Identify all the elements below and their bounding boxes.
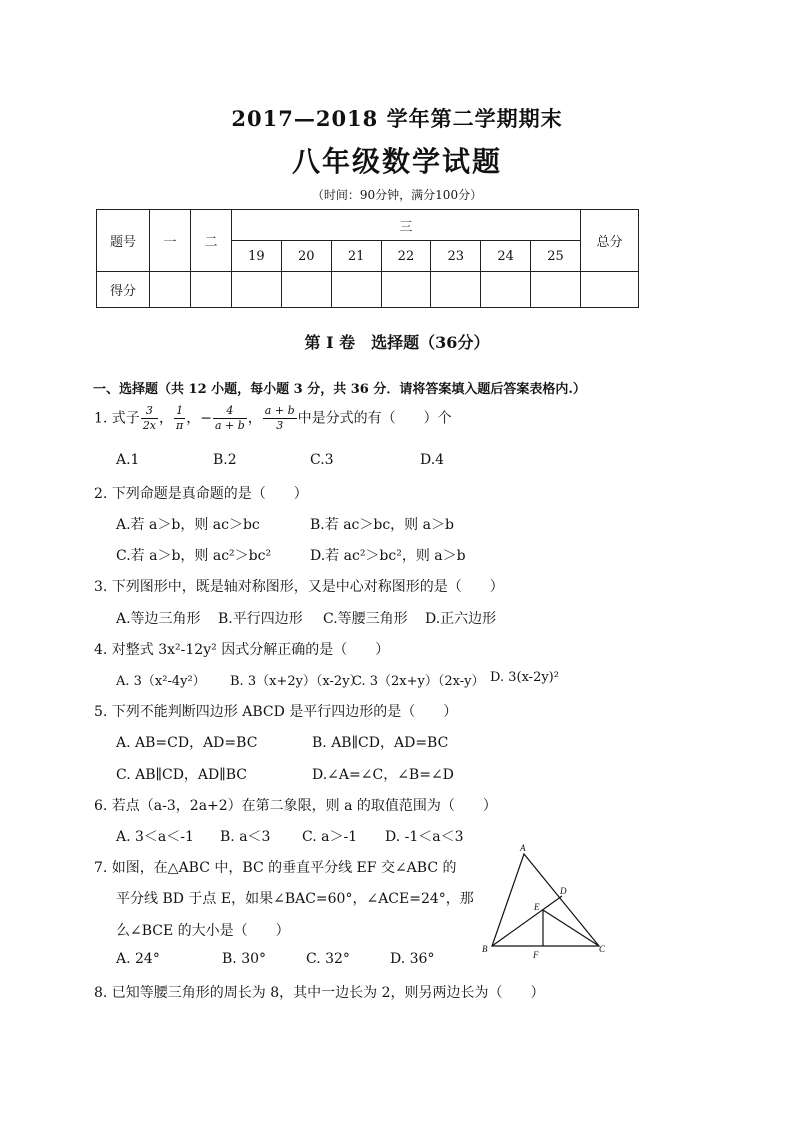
q6-option-c: C. a＞-1	[302, 829, 358, 845]
label-f: F	[533, 950, 539, 960]
question-7-line3: 么∠BCE 的大小是（ ）	[116, 923, 290, 939]
sub-col-19: 19	[232, 241, 282, 272]
q1-option-b: B.2	[213, 452, 237, 468]
q6-option-a: A. 3＜a＜-1	[116, 829, 194, 845]
col-section-two: 二	[191, 210, 232, 272]
col-total: 总分	[581, 210, 639, 272]
col-section-three: 三	[232, 210, 581, 241]
fraction-numerator: 3	[141, 404, 158, 419]
sub-col-22: 22	[381, 241, 431, 272]
q1-option-c: C.3	[310, 452, 334, 468]
question-2-stem: 2. 下列命题是真命题的是（ ）	[94, 486, 308, 502]
col-section-one: 一	[150, 210, 191, 272]
label-d: D	[560, 886, 567, 896]
score-cell-24[interactable]	[481, 272, 531, 308]
q4-option-d: D. 3(x-2y)²	[490, 670, 559, 685]
exam-title-line2: 八年级数学试题	[291, 145, 502, 178]
q3-option-c: C.等腰三角形	[323, 611, 408, 627]
q2-option-a: A.若 a＞b，则 ac＞bc	[116, 517, 260, 533]
sub-col-24: 24	[481, 241, 531, 272]
q1-fraction-1	[141, 404, 158, 433]
score-cell-22[interactable]	[381, 272, 431, 308]
q4-option-a: A. 3（x²-4y²）	[116, 674, 206, 689]
score-cell-25[interactable]	[531, 272, 581, 308]
fraction-denominator: 3	[276, 419, 284, 432]
label-b: B	[482, 944, 488, 954]
q1-fraction-3	[213, 404, 247, 433]
score-cell-20[interactable]	[281, 272, 331, 308]
fraction-denominator: π	[176, 419, 184, 432]
score-cell-23[interactable]	[431, 272, 481, 308]
fraction-numerator: 4	[213, 404, 247, 419]
exam-title-line1: 2017—2018 学年第二学期期末	[231, 106, 563, 131]
question-3-stem: 3. 下列图形中，既是轴对称图形，又是中心对称图形的是（ ）	[94, 579, 504, 595]
bisector-bd	[492, 896, 562, 946]
question-4-stem: 4. 对整式 3x²-12y² 因式分解正确的是（ ）	[94, 642, 390, 658]
sub-col-25: 25	[531, 241, 581, 272]
question-6-stem: 6. 若点（a-3，2a+2）在第二象限，则 a 的取值范围为（ ）	[94, 798, 497, 814]
label-score: 得分	[97, 272, 150, 308]
q4-option-c: C. 3（2x+y）（2x-y）	[352, 674, 485, 689]
score-cell-two[interactable]	[191, 272, 232, 308]
q1-fraction-2	[174, 404, 185, 433]
q1-option-d: D.4	[420, 452, 445, 468]
q6-option-b: B. a＜3	[220, 829, 271, 845]
triangle-abc	[492, 854, 599, 946]
question-7-line1: 7. 如图，在△ABC 中，BC 的垂直平分线 EF 交∠ABC 的	[94, 860, 457, 876]
score-cell-one[interactable]	[150, 272, 191, 308]
q3-option-d: D.正六边形	[425, 611, 497, 627]
fraction-denominator: a + b	[214, 419, 245, 432]
exam-subtitle: （时间：90分钟，满分100分）	[311, 188, 483, 202]
q1-sep-1: ，	[159, 410, 174, 427]
score-cell-total[interactable]	[581, 272, 639, 308]
q2-option-c: C.若 a＞b，则 ac²＞bc²	[116, 548, 272, 564]
score-cell-19[interactable]	[232, 272, 282, 308]
q1-option-a: A.1	[116, 452, 140, 468]
question-5-stem: 5. 下列不能判断四边形 ABCD 是平行四边形的是（ ）	[94, 704, 458, 720]
q5-option-c: C. AB∥CD，AD∥BC	[116, 767, 247, 783]
triangle-figure	[478, 840, 613, 965]
q5-option-d: D.∠A=∠C，∠B=∠D	[312, 767, 454, 783]
volume-title: 第 I 卷 选择题（36分）	[304, 333, 490, 352]
q3-option-b: B.平行四边形	[218, 611, 303, 627]
sub-col-20: 20	[281, 241, 331, 272]
fraction-numerator: a + b	[264, 404, 295, 417]
label-c: C	[599, 944, 606, 954]
q7-option-b: B. 30°	[222, 951, 267, 967]
label-a: A	[520, 843, 526, 853]
label-question-number: 题号	[97, 210, 150, 272]
q1-sep-3: ，	[247, 410, 262, 427]
q3-option-a: A.等边三角形	[116, 611, 201, 627]
question-7-line2: 平分线 BD 于点 E，如果∠BAC=60°，∠ACE=24°，那	[116, 891, 474, 907]
fraction-denominator: 2x	[142, 419, 157, 432]
q2-option-d: D.若 ac²＞bc²，则 a＞b	[310, 548, 466, 564]
q4-option-b: B. 3（x+2y）（x-2y）	[230, 674, 363, 689]
score-cell-21[interactable]	[331, 272, 381, 308]
q6-option-d: D. -1＜a＜3	[385, 829, 464, 845]
q1-fraction-4	[263, 404, 297, 433]
question-1	[94, 404, 452, 433]
sub-col-23: 23	[431, 241, 481, 272]
label-e: E	[534, 902, 540, 912]
question-8-stem: 8. 已知等腰三角形的周长为 8，其中一边长为 2，则另两边长为（ ）	[94, 985, 545, 1001]
q5-option-a: A. AB=CD，AD=BC	[116, 735, 258, 751]
score-table	[96, 209, 639, 308]
fraction-numerator: 1	[174, 404, 185, 419]
q2-option-b: B.若 ac＞bc，则 a＞b	[310, 517, 454, 533]
segment-ce	[543, 910, 599, 946]
q1-prefix: 1. 式子	[94, 410, 140, 427]
q1-suffix: 中是分式的有（ ）个	[297, 410, 452, 427]
sub-col-21: 21	[331, 241, 381, 272]
section-heading: 一、选择题（共 12 小题，每小题 3 分，共 36 分．请将答案填入题后答案表格内.）	[93, 382, 586, 397]
q7-option-d: D. 36°	[390, 951, 435, 967]
q7-option-c: C. 32°	[306, 951, 350, 967]
q7-option-a: A. 24°	[116, 951, 160, 967]
q1-sep-2: ，−	[186, 410, 212, 427]
q5-option-b: B. AB∥CD，AD=BC	[312, 735, 449, 751]
